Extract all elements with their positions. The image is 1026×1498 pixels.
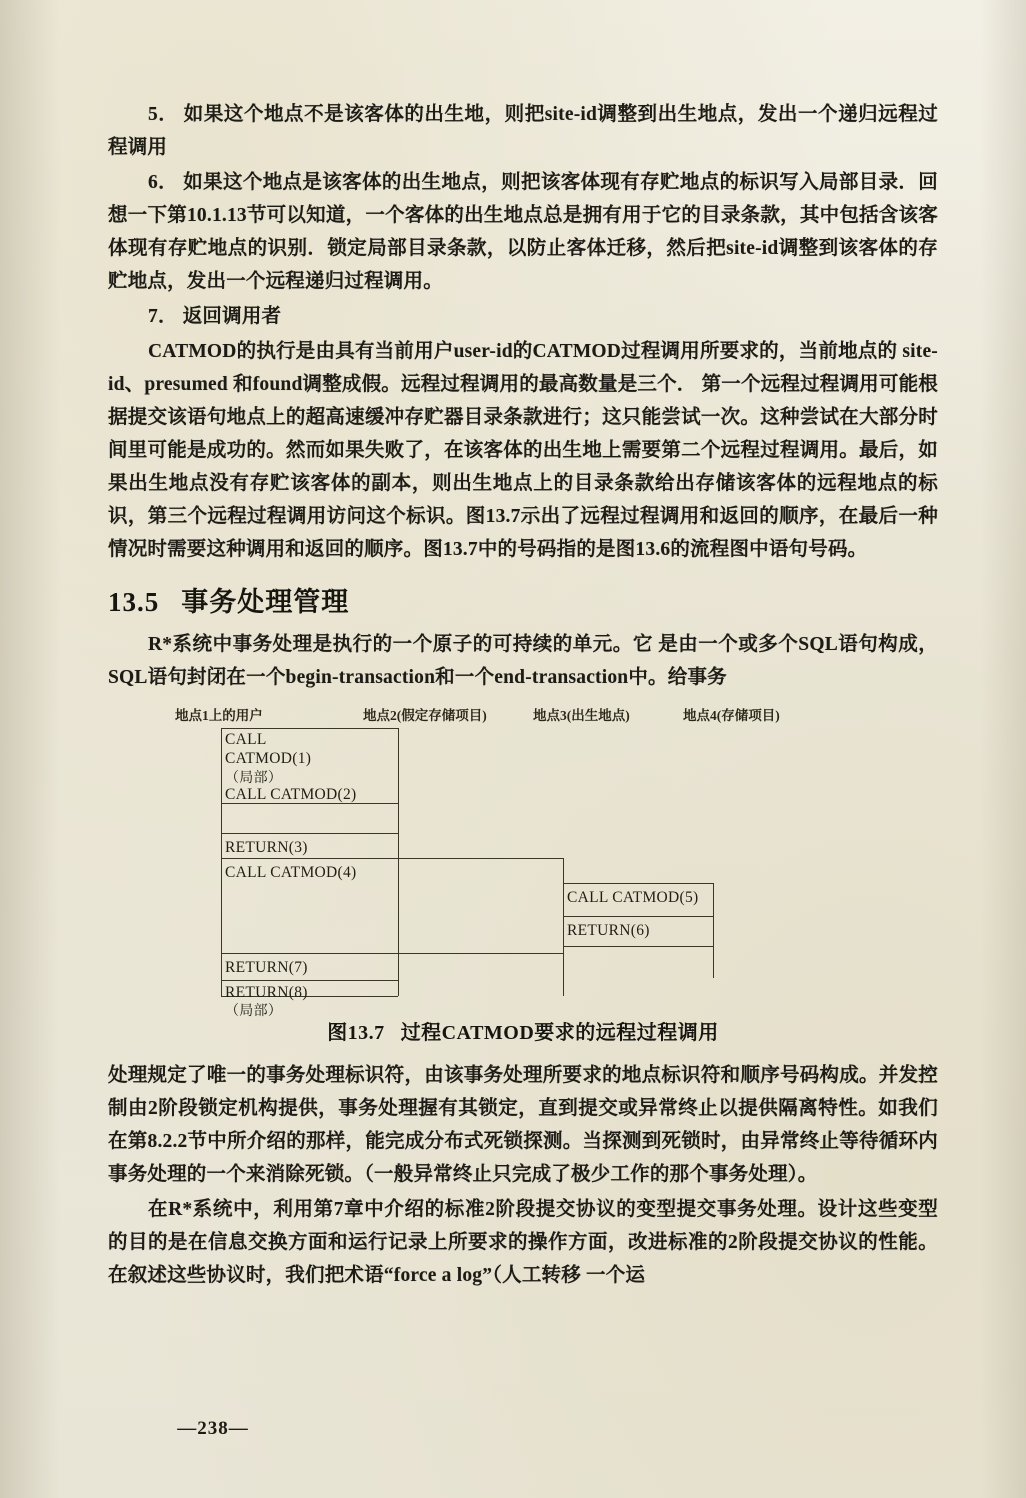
message-line-4 [221,858,563,859]
figure-sequence-diagram [173,728,873,1019]
page-content [108,98,938,1294]
figure-column-label-site4: 地点4(存储项目) [683,708,780,723]
message-call-catmod-4: CALL CATMOD(4) [225,864,357,881]
message-line-8 [221,953,563,954]
message-call-catmod-2: CALL CATMOD(2) [225,786,357,803]
lifeline-site4 [713,883,714,978]
message-line-1 [221,728,398,729]
paragraph-transaction-id: 处理规定了唯一的事务处理标识符，由该事务处理所要求的地点标识符和顺序号码构成。并发控制由2阶段锁定机构提供，事务处理握有其锁定，直到提交或异常终止以提供隔离特性。如我们在第8.2.2节中所介绍的那样，能完成分布式死锁探测。当探测到死锁时，由异常终止等待循环内事务处理的一个来消除死锁。（一般异常终止只完成了极少工作的那个事务处理）。 [108,1065,938,1185]
message-call-catmod-5: CALL CATMOD(5) [567,889,699,906]
message-line-5 [563,883,713,884]
message-return-6: RETURN(6) [567,922,650,939]
message-line-9 [221,980,398,981]
message-local-2: （局部） [225,1004,283,1019]
message-line-7 [563,946,713,947]
figure-column-label-site1: 地点1上的用户 [175,708,263,723]
message-local-1: （局部） [225,771,283,786]
figure-column-labels [173,704,873,726]
lifeline-site3 [563,858,564,996]
lifeline-site1 [221,728,222,996]
paragraph-transaction-intro: R*系统中事务处理是执行的一个原子的可持续的单元。它 是由一个或多个SQL语句构成，SQL语句封闭在一个begin-transaction和一个end-transaction中。给事务 [108,634,938,688]
message-return-8: RETURN(8) [225,984,308,1001]
figure-caption-text: 过程CATMOD要求的远程过程调用 [400,1022,719,1044]
paragraph-catmod-description: CATMOD的执行是由具有当前用户user-id的CATMOD过程调用所要求的，当前地点的 site-id、presumed 和found调整成假。远程过程调用的最高数量是三个． 第一个远程过程调用可能根据提交该语句地点上的超高速缓冲存贮器目录条款进行；这只能尝试一次。这种尝试在大部分时间里可能是成功的。然而如果失败了，在该客体的出生地上需要第二个远程过程调用。最后，如果出生地点没有存贮该客体的副本，则出生地点上的目录条款给出存储该客体的远程地点的标识，第三个远程过程调用访问这个标识。图13.7示出了远程过程调用和返回的顺序，在最后一种情况时需要这种调用和返回的顺序。图13.7中的号码指的是图13.6的流程图中语句号码。 [108,341,938,560]
message-call: CALL [225,731,267,748]
figure-caption-number: 图13.7 [327,1022,385,1044]
figure-column-label-site3: 地点3(出生地点) [533,708,630,723]
page-number-text: —238— [177,1418,249,1439]
page-number [0,1418,1026,1440]
message-line-6 [563,916,713,917]
figure-13-7 [173,704,873,1019]
message-return-3: RETURN(3) [225,839,308,856]
paragraph-step-6: 6． 如果这个地点是该客体的出生地点，则把该客体现有存贮地点的标识写入局部目录．回想一下第10.1.13节可以知道，一个客体的出生地点总是拥有用于它的目录条款，其中包括含该客体现有存贮地点的识别．锁定局部目录条款，以防止客体迁移，然后把site-id调整到该客体的存贮地点，发出一个远程递归过程调用。 [108,172,938,292]
message-line-3 [221,833,398,834]
paragraph-step-7: 7． 返回调用者 [148,306,282,327]
figure-column-label-site2: 地点2(假定存储项目) [363,708,487,723]
message-return-7: RETURN(7) [225,959,308,976]
paragraph-commit-protocol: 在R*系统中，利用第7章中介绍的标准2阶段提交协议的变型提交事务处理。设计这些变型的目的是在信息交换方面和运行记录上所要求的操作方面，改进标准的2阶段提交协议的性能。在叙述这些协议时，我们把术语“force a log”（人工转移 一个运 [108,1199,938,1286]
section-heading [108,582,938,622]
section-number: 13.5 [108,587,160,617]
paragraph-step-5: 5． 如果这个地点不是该客体的出生地，则把site-id调整到出生地点，发出一个递归远程过程调用 [108,104,938,158]
section-title-text: 事务处理管理 [181,587,350,617]
message-catmod-1: CATMOD(1) [225,750,312,767]
lifeline-site2 [398,728,399,996]
